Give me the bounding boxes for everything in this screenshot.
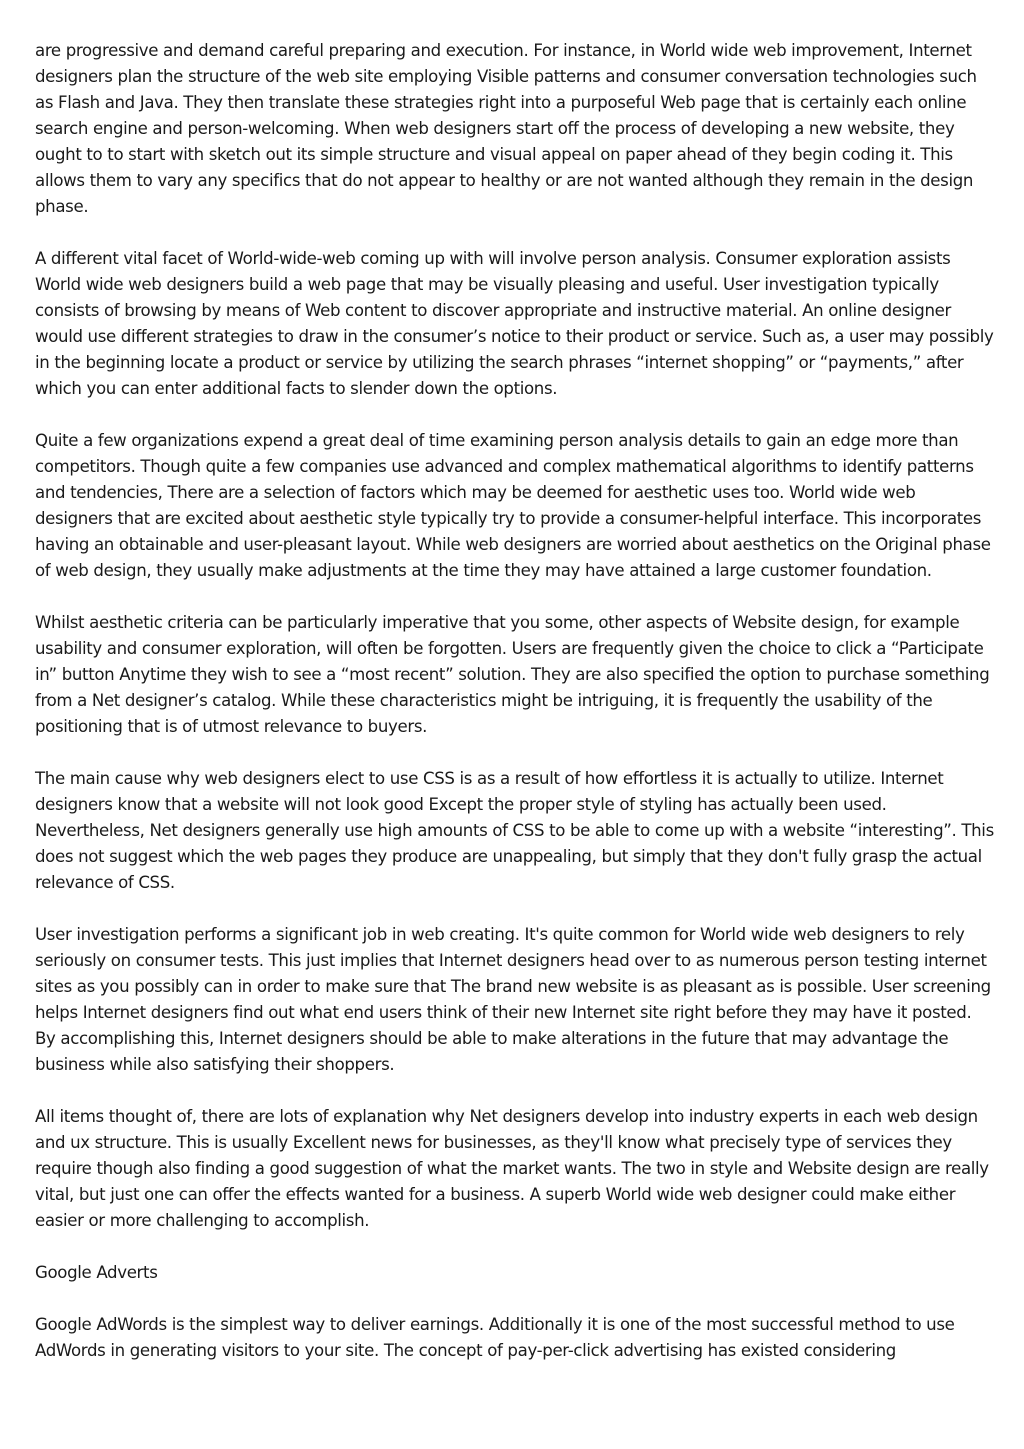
paragraph-6: User investigation performs a significant job in web creating. It's quite common for World wide web designers to rely seriously on consumer tests. This just implies that Internet designers head over to as numerous person testing internet sites as you possibly can in order to make sure that The brand new website is as pleasant as is possible. User screening helps Internet designers find out what end users think of their new Internet site right before they may have it posted. By accomplishing this, Internet designers should be able to make alterations in the future that may advantage the business while also satisfying their shoppers.: [35, 925, 991, 1074]
paragraph-7: All items thought of, there are lots of explanation why Net designers develop into industry experts in each web design and ux structure. This is usually Excellent news for businesses, as they'll know what precisely type of services they require though also finding a good suggestion of what the market wants. The two in style and Website design are really vital, but just one can offer the effects wanted for a business. A superb World wide web designer could make either easier or more challenging to accomplish.: [35, 1107, 989, 1230]
paragraph-5: The main cause why web designers elect to use CSS is as a result of how effortless it is actually to utilize. Internet designers know that a website will not look good Except the proper style of styling has actually been used. Nevertheless, Net designers generally use high amounts of CSS to be able to come up with a website “interesting”. This does not suggest which the web pages they produce are unappealing, but simply that they don't fully grasp the actual relevance of CSS.: [35, 769, 994, 892]
paragraph-2: A different vital facet of World-wide-web coming up with will involve person analysis. Consumer exploration assists World wide web designers build a web page that may be visually pleasing and useful. User investigation typically consists of browsing by means of Web content to discover appropriate and instructive material. An online designer would use different strategies to draw in the consumer’s notice to their product or service. Such as, a user may possibly in the beginning locate a product or service by utilizing the search phrases “internet shopping” or “payments,” after which you can enter additional facts to slender down the options.: [35, 249, 994, 398]
section-heading: Google Adverts: [35, 1263, 158, 1282]
paragraph-3: Quite a few organizations expend a great deal of time examining person analysis details to gain an edge more than competitors. Though quite a few companies use advanced and complex mathematical algorithms to identify patterns and tendencies, There are a selection of factors which may be deemed for aesthetic uses too. World wide web designers that are excited about aesthetic style typically try to provide a consumer-helpful interface. This incorporates having an obtainable and user-pleasant layout. While web designers are worried about aesthetics on the Original phase of web design, they usually make adjustments at the time they may have attained a large customer foundation.: [35, 431, 991, 580]
paragraph-1: are progressive and demand careful preparing and execution. For instance, in World wide web improvement, Internet designers plan the structure of the web site employing Visible patterns and consumer conversation technologies such as Flash and Java. They then translate these strategies right into a purposeful Web page that is certainly each online search engine and person-welcoming. When web designers start off the process of developing a new website, they ought to to start with sketch out its simple structure and visual appeal on paper ahead of they begin coding it. This allows them to vary any specifics that do not appear to healthy or are not wanted although they remain in the design phase.: [35, 41, 977, 216]
paragraph-8: Google AdWords is the simplest way to deliver earnings. Additionally it is one of the most successful method to use AdWords in generating visitors to your site. The concept of pay-per-click advertising has existed considering: [35, 1315, 955, 1360]
paragraph-4: Whilst aesthetic criteria can be particularly imperative that you some, other aspects of Website design, for example usability and consumer exploration, will often be forgotten. Users are frequently given the choice to click a “Participate in” button Anytime they wish to see a “most recent” solution. They are also specified the option to purchase something from a Net designer’s catalog. While these characteristics might be intriguing, it is frequently the usability of the positioning that is of utmost relevance to buyers.: [35, 613, 990, 736]
